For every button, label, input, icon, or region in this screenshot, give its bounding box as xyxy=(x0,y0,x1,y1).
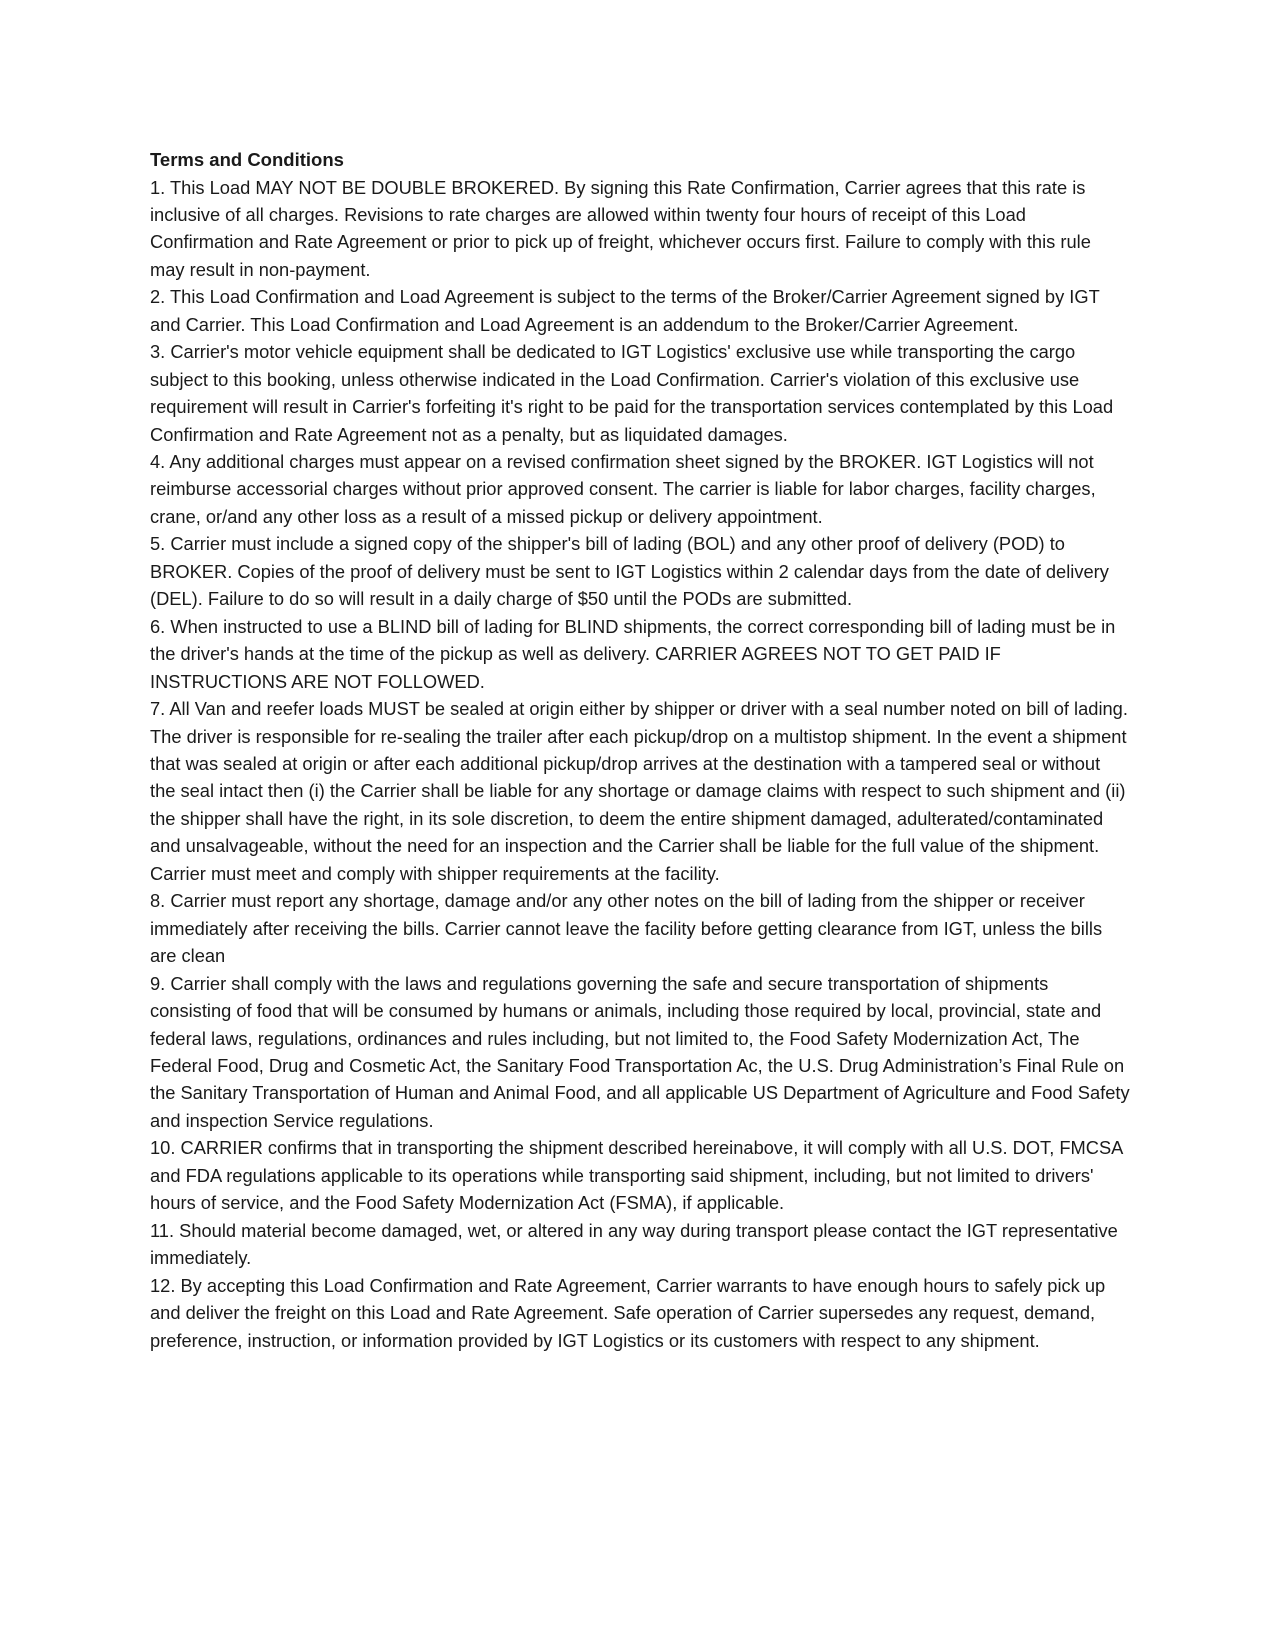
clause-5: 5. Carrier must include a signed copy of the shipper's bill of lading (BOL) and any other proof of delivery (POD) to BROKER. Copies of the proof of delivery must be sent to IGT Logistics within 2 calendar days from the date of delivery (DEL). Failure to do so will result in a daily charge of $50 until the PODs are submitted. xyxy=(150,533,1109,610)
clause-8: 8. Carrier must report any shortage, damage and/or any other notes on the bill of lading from the shipper or receiver immediately after receiving the bills. Carrier cannot leave the facility before getting clearance from IGT, unless the bills are clean xyxy=(150,890,1103,967)
clause-9: 9. Carrier shall comply with the laws and regulations governing the safe and secure transportation of shipments consisting of food that will be consumed by humans or animals, including those required by local, provincial, state and federal laws, regulations, ordinances and rules including, but not limited to, the Food Safety Modernization Act, The Federal Food, Drug and Cosmetic Act, the Sanitary Food Transportation Ac, the U.S. Drug Administration’s Final Rule on the Sanitary Transportation of Human and Animal Food, and all applicable US Department of Agriculture and Food Safety and inspection Service regulations. xyxy=(150,972,1130,1131)
clause-2: 2. This Load Confirmation and Load Agreement is subject to the terms of the Broker/Carrier Agreement signed by IGT and Carrier. This Load Confirmation and Load Agreement is an addendum to the Broker/Carrier Agreement. xyxy=(150,286,1100,335)
clause-11: 11. Should material become damaged, wet, or altered in any way during transport please contact the IGT representative immediately. xyxy=(150,1219,1118,1269)
section-title: Terms and Conditions xyxy=(150,149,344,170)
clause-7: 7. All Van and reefer loads MUST be sealed at origin either by shipper or driver with a seal number noted on bill of lading. The driver is responsible for re-sealing the trailer after each pickup/drop on a multistop shipment. In the event a shipment that was sealed at origin or after each additional pickup/drop arrives at the destination with a tampered seal or without the seal intact then (i) the Carrier shall be liable for any shortage or damage claims with respect to such shipment and (ii) the shipper shall have the right, in its sole discretion, to deem the entire shipment damaged, adulterated/contaminated and unsalvageable, without the need for an inspection and the Carrier shall be liable for the full value of the shipment. Carrier must meet and comply with shipper requirements at the facility. xyxy=(150,698,1128,884)
clause-3: 3. Carrier's motor vehicle equipment shall be dedicated to IGT Logistics' exclusive use while transporting the cargo subject to this booking, unless otherwise indicated in the Load Confirmation. Carrier's violation of this exclusive use requirement will result in Carrier's forfeiting it's right to be paid for the transportation services contemplated by this Load Confirmation and Rate Agreement not as a penalty, but as liquidated damages. xyxy=(150,341,1114,445)
clause-12: 12. By accepting this Load Confirmation and Rate Agreement, Carrier warrants to have enough hours to safely pick up and deliver the freight on this Load and Rate Agreement. Safe operation of Carrier supersedes any request, demand, preference, instruction, or information provided by IGT Logistics or its customers with respect to any shipment. xyxy=(150,1274,1106,1351)
clause-10: 10. CARRIER confirms that in transporting the shipment described hereinabove, it will comply with all U.S. DOT, FMCSA and FDA regulations applicable to its operations while transporting said shipment, including, but not limited to drivers' hours of service, and the Food Safety Modernization Act (FSMA), if applicable. xyxy=(150,1137,1123,1214)
terms-section xyxy=(150,146,1130,1354)
clause-6: 6. When instructed to use a BLIND bill of lading for BLIND shipments, the correct corresponding bill of lading must be in the driver's hands at the time of the pickup as well as delivery. CARRIER AGREES NOT TO GET PAID IF INSTRUCTIONS ARE NOT FOLLOWED. xyxy=(150,615,1116,692)
clause-1: 1. This Load MAY NOT BE DOUBLE BROKERED. By signing this Rate Confirmation, Carrier agrees that this rate is inclusive of all charges. Revisions to rate charges are allowed within twenty four hours of receipt of this Load Confirmation and Rate Agreement or prior to pick up of freight, whichever occurs first. Failure to comply with this rule may result in non-payment. xyxy=(150,176,1091,280)
clause-4: 4. Any additional charges must appear on a revised confirmation sheet signed by the BROKER. IGT Logistics will not reimburse accessorial charges without prior approved consent. The carrier is liable for labor charges, facility charges, crane, or/and any other loss as a result of a missed pickup or delivery appointment. xyxy=(150,451,1096,527)
